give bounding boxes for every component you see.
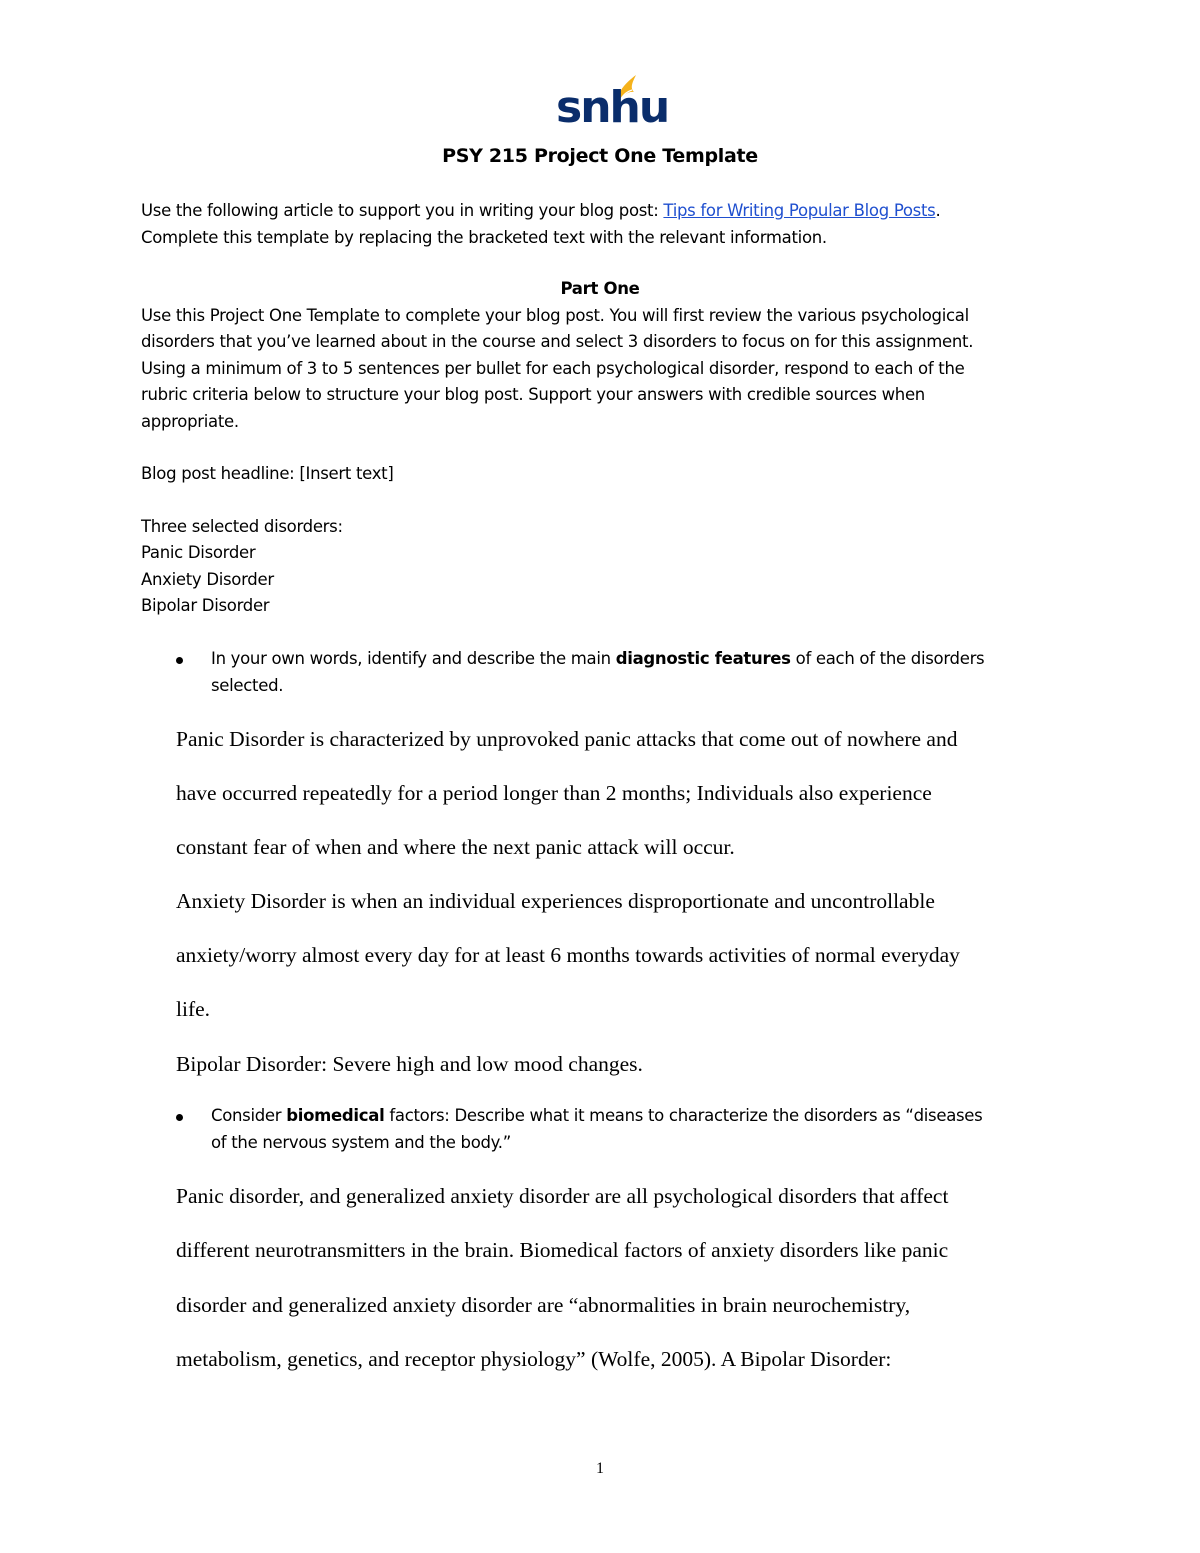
bullet-1-line-1 <box>211 649 984 668</box>
blog-headline <box>141 464 393 483</box>
disorders-label: Three selected disorders: <box>141 517 343 536</box>
intro-text: Use the following article to support you in writing your blog post: <box>141 201 664 220</box>
answer-1-line: constant fear of when and where the next panic attack will occur. <box>176 835 735 859</box>
intro-line-2: Complete this template by replacing the bracketed text with the relevant information. <box>141 228 827 247</box>
answer-2-line: metabolism, genetics, and receptor physiology” (Wolfe, 2005). A Bipolar Disorder: <box>176 1347 892 1371</box>
answer-2-line: different neurotransmitters in the brain. Biomedical factors of anxiety disorders like panic <box>176 1238 949 1262</box>
part-one-line: rubric criteria below to structure your blog post. Support your answers with credible sources when <box>141 385 925 404</box>
answer-2-line: Panic disorder, and generalized anxiety disorder are all psychological disorders that affect <box>176 1184 949 1208</box>
headline-label: Blog post headline: <box>141 464 300 483</box>
bullet-2-line-1 <box>211 1106 982 1125</box>
answer-1-line: Bipolar Disorder: Severe high and low mood changes. <box>176 1052 643 1076</box>
bullet-2-text: Consider <box>211 1106 287 1125</box>
answer-1-line: life. <box>176 997 211 1021</box>
bullet-1-bold: diagnostic features <box>615 649 791 668</box>
page-title: PSY 215 Project One Template <box>442 145 758 167</box>
bullet-icon <box>176 1114 183 1121</box>
answer-1-line: have occurred repeatedly for a period longer than 2 months; Individuals also experience <box>176 781 932 805</box>
answer-1-line: anxiety/worry almost every day for at least 6 months towards activities of normal everyday <box>176 943 960 967</box>
bullet-1-line-2: selected. <box>211 676 284 695</box>
part-one-line: Using a minimum of 3 to 5 sentences per bullet for each psychological disorder, respond to each of the <box>141 359 965 378</box>
bullet-1-suffix: of each of the disorders <box>790 649 985 668</box>
part-one-line: Use this Project One Template to complete your blog post. You will first review the various psychological <box>141 306 969 325</box>
disorder-item: Anxiety Disorder <box>141 570 274 589</box>
bullet-2-suffix: factors: Describe what it means to characterize the disorders as “diseases <box>384 1106 983 1125</box>
answer-1-line: Anxiety Disorder is when an individual experiences disproportionate and uncontrollable <box>176 889 935 913</box>
disorder-item: Bipolar Disorder <box>141 596 270 615</box>
part-one-line: disorders that you’ve learned about in the course and select 3 disorders to focus on for this assignment. <box>141 332 974 351</box>
page-number: 1 <box>596 1460 604 1477</box>
headline-value: [Insert text] <box>299 464 394 483</box>
bullet-icon <box>176 657 183 664</box>
answer-2-line: disorder and generalized anxiety disorder are “abnormalities in brain neurochemistry, <box>176 1293 911 1317</box>
logo-wordmark: snhu <box>556 82 669 133</box>
snhu-logo <box>556 74 669 133</box>
bullet-1-text: In your own words, identify and describe the main <box>211 649 616 668</box>
answer-1-line: Panic Disorder is characterized by unprovoked panic attacks that come out of nowhere and <box>176 727 958 751</box>
bullet-2-bold: biomedical <box>286 1106 385 1125</box>
part-one-line: appropriate. <box>141 412 239 431</box>
article-link[interactable]: Tips for Writing Popular Blog Posts <box>663 201 936 220</box>
disorder-item: Panic Disorder <box>141 543 256 562</box>
intro-period: . <box>935 201 941 220</box>
part-one-heading: Part One <box>560 279 640 298</box>
intro-line-1 <box>141 198 1061 225</box>
bullet-2-line-2: of the nervous system and the body.” <box>211 1133 511 1152</box>
